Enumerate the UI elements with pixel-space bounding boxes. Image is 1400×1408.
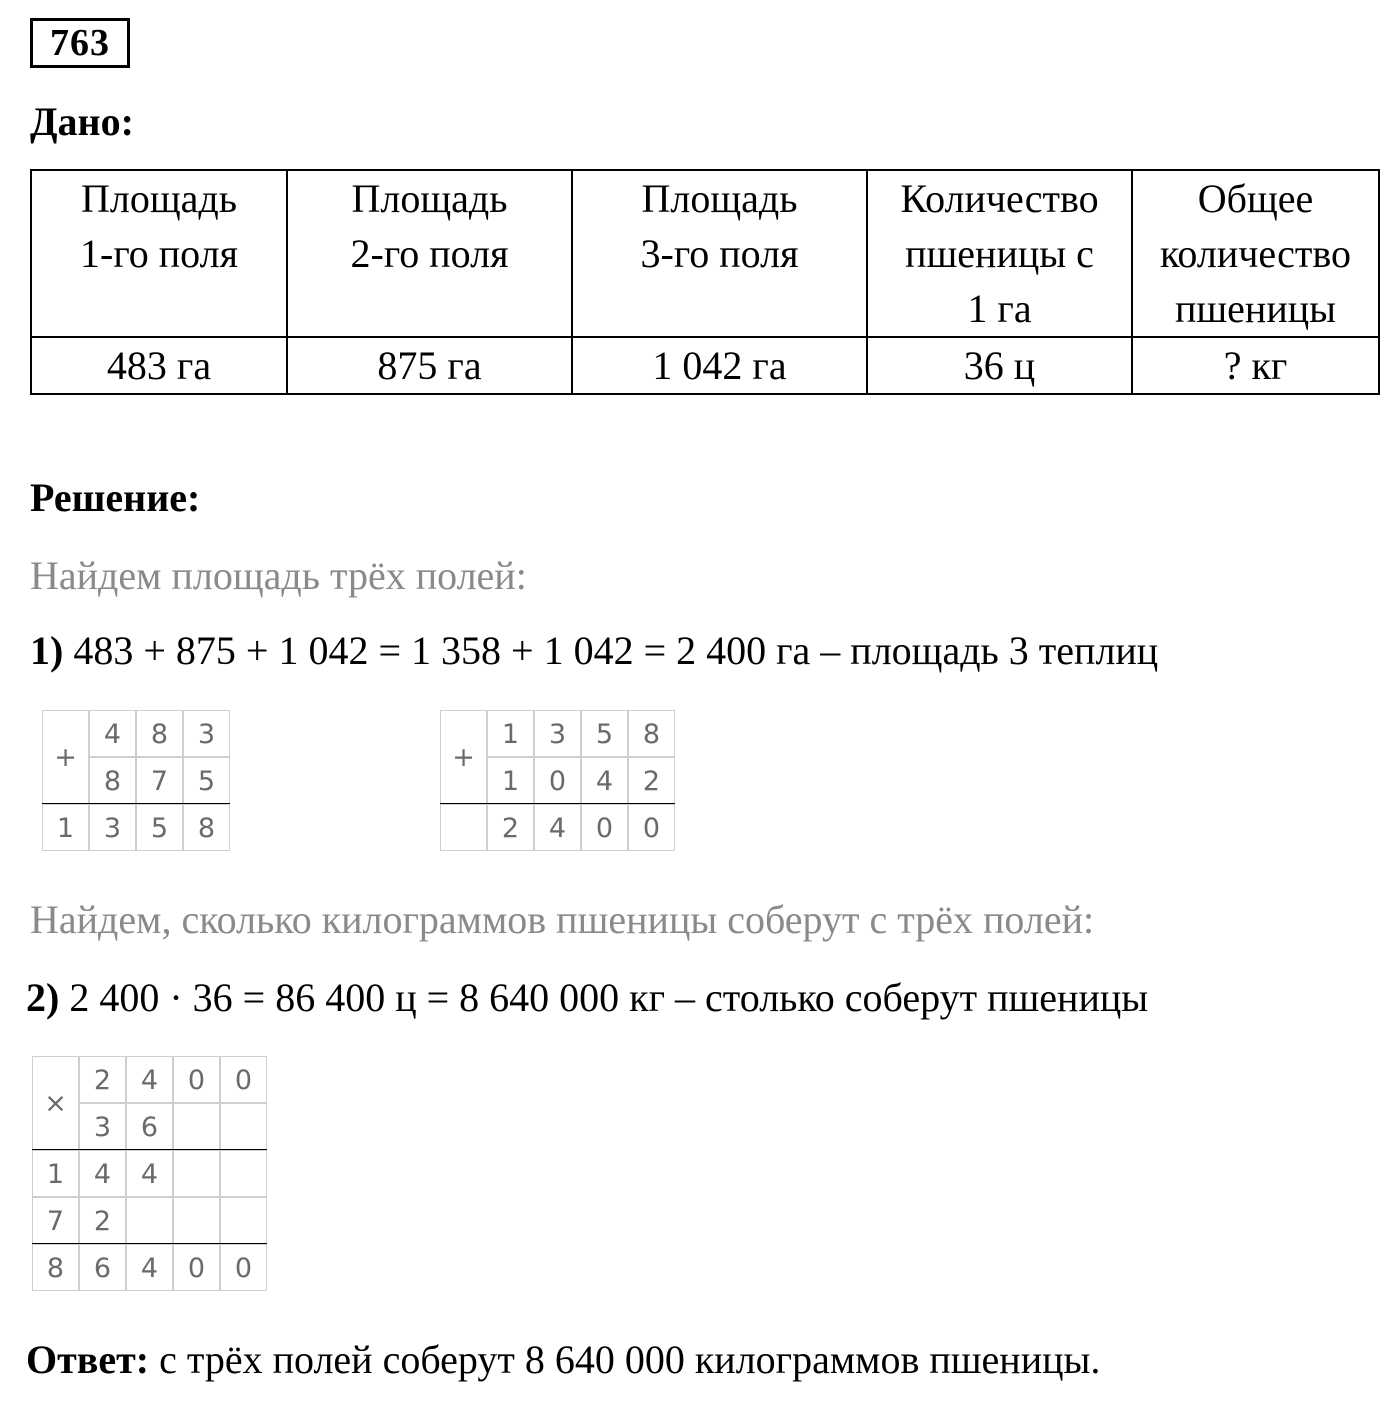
header-line: Количество — [900, 176, 1099, 221]
empty-cell — [126, 1197, 173, 1244]
digit-cell: 2 — [79, 1056, 126, 1103]
digit-cell: 0 — [220, 1244, 267, 1291]
digit-cell: 4 — [126, 1056, 173, 1103]
digit-cell: 2 — [487, 804, 534, 851]
header-line: 1 га — [967, 286, 1032, 331]
digit-cell: 0 — [220, 1056, 267, 1103]
operation-sign: + — [440, 710, 487, 804]
given-table-values-row — [31, 337, 1379, 394]
digit-cell: 8 — [32, 1244, 79, 1291]
digit-cell: 4 — [126, 1244, 173, 1291]
header-yield-per-hectare — [867, 170, 1132, 337]
value-field2-area: 875 га — [287, 337, 572, 394]
digit-cell: 0 — [534, 757, 581, 804]
header-field3-area — [572, 170, 867, 337]
digit-cell: 0 — [581, 804, 628, 851]
given-label: Дано: — [30, 99, 134, 144]
step1-equation — [30, 627, 1158, 674]
step2-intro: Найдем, сколько килограммов пшеницы соберут с трёх полей: — [30, 897, 1095, 942]
given-table-header-row — [31, 170, 1379, 337]
digit-cell: 1 — [487, 757, 534, 804]
digit-cell: 2 — [628, 757, 675, 804]
header-line: пшеницы — [1174, 286, 1337, 331]
digit-cell: 4 — [581, 757, 628, 804]
header-field2-area — [287, 170, 572, 337]
digit-cell: 8 — [628, 710, 675, 757]
digit-cell: 6 — [126, 1103, 173, 1150]
header-line: Площадь — [351, 176, 508, 221]
digit-cell: 5 — [581, 710, 628, 757]
answer — [26, 1336, 1100, 1383]
empty-cell — [173, 1150, 220, 1197]
digit-cell: 4 — [126, 1150, 173, 1197]
empty-cell — [220, 1197, 267, 1244]
value-yield-per-hectare: 36 ц — [867, 337, 1132, 394]
digit-cell: 0 — [173, 1244, 220, 1291]
digit-cell: 3 — [79, 1103, 126, 1150]
digit-cell: 3 — [89, 804, 136, 851]
digit-cell: 4 — [534, 804, 581, 851]
digit-cell: 2 — [79, 1197, 126, 1244]
digit-cell: 8 — [136, 710, 183, 757]
header-line: количество — [1160, 231, 1351, 276]
digit-cell: 7 — [136, 757, 183, 804]
header-line: 2-го поля — [350, 231, 509, 276]
digit-cell: 0 — [173, 1056, 220, 1103]
digit-cell: 4 — [79, 1150, 126, 1197]
step1-number: 1) — [30, 628, 64, 673]
header-line: 3-го поля — [640, 231, 799, 276]
header-line: Площадь — [641, 176, 798, 221]
digit-cell: 3 — [534, 710, 581, 757]
step2-equation — [26, 974, 1148, 1021]
step1-text: 483 + 875 + 1 042 = 1 358 + 1 042 = 2 400 га – площадь 3 теплиц — [63, 628, 1159, 673]
answer-text: с трёх полей соберут 8 640 000 килограммов пшеницы. — [149, 1337, 1101, 1382]
value-field1-area: 483 га — [31, 337, 287, 394]
header-field1-area — [31, 170, 287, 337]
operation-sign: × — [32, 1056, 79, 1150]
digit-cell: 1 — [32, 1150, 79, 1197]
header-line: 1-го поля — [80, 231, 238, 276]
digit-cell: 5 — [136, 804, 183, 851]
answer-label: Ответ: — [26, 1337, 150, 1382]
step1-intro: Найдем площадь трёх полей: — [30, 553, 527, 598]
empty-cell — [220, 1150, 267, 1197]
digit-cell: 8 — [183, 804, 230, 851]
given-table — [30, 169, 1380, 395]
value-total-wheat: ? кг — [1132, 337, 1379, 394]
step2-text: 2 400 · 36 = 86 400 ц = 8 640 000 кг – столько соберут пшеницы — [59, 975, 1149, 1020]
digit-cell: 4 — [89, 710, 136, 757]
digit-cell: 5 — [183, 757, 230, 804]
digit-cell: 7 — [32, 1197, 79, 1244]
digit-cell: 0 — [628, 804, 675, 851]
empty-cell — [220, 1103, 267, 1150]
task-number: 763 — [30, 18, 130, 68]
digit-cell: 3 — [183, 710, 230, 757]
header-line: пшеницы с — [905, 231, 1094, 276]
empty-cell — [440, 804, 487, 851]
header-line: Площадь — [81, 176, 237, 221]
digit-cell: 1 — [42, 804, 89, 851]
digit-cell: 6 — [79, 1244, 126, 1291]
solution-label: Решение: — [30, 475, 201, 520]
digit-cell: 1 — [487, 710, 534, 757]
empty-cell — [173, 1197, 220, 1244]
header-total-wheat — [1132, 170, 1379, 337]
digit-cell: 8 — [89, 757, 136, 804]
header-line: Общее — [1197, 176, 1314, 221]
operation-sign: + — [42, 710, 89, 804]
value-field3-area: 1 042 га — [572, 337, 867, 394]
empty-cell — [173, 1103, 220, 1150]
step2-number: 2) — [26, 975, 60, 1020]
